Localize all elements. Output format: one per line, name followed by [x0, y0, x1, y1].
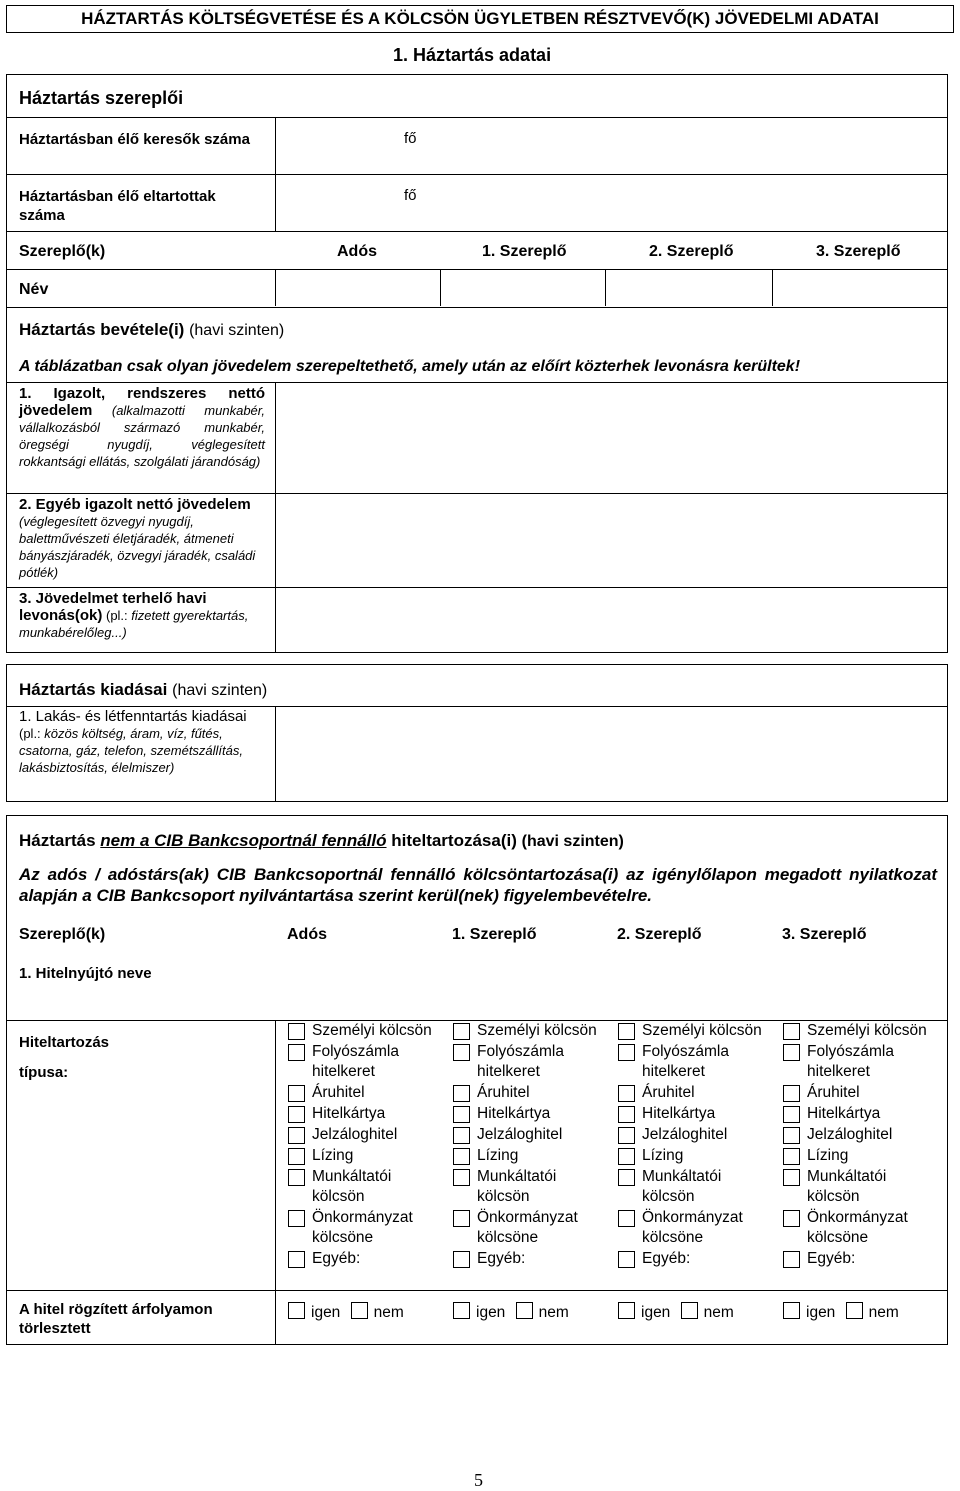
checkbox[interactable]: [618, 1023, 635, 1040]
role-participant-1: 1. Szereplő: [482, 243, 567, 260]
checkbox[interactable]: [783, 1210, 800, 1227]
loan-type-label: Munkáltatói kölcsön: [477, 1168, 557, 1205]
loan-type-option[interactable]: [288, 1167, 448, 1207]
loan-type-option[interactable]: [783, 1104, 943, 1124]
income-item-1-detail: (alkalmazotti munkabér, vállalkozásból származó munkabér, öregségi nyugdíj, véglegesített rokkantsági ellátás, szolgálati járandóság): [19, 403, 265, 469]
income-item-2: [19, 496, 265, 581]
checkbox[interactable]: [288, 1085, 305, 1102]
loan-type-option[interactable]: [783, 1021, 943, 1041]
checkbox[interactable]: [618, 1106, 635, 1123]
expenses-heading-normal: (havi szinten): [172, 682, 268, 699]
no-label: nem: [373, 1304, 404, 1321]
checkbox[interactable]: [288, 1210, 305, 1227]
loan-type-label: Hitelkártya: [312, 1105, 386, 1122]
role-participant-3: 3. Szereplő: [816, 243, 901, 260]
loan-type-label: Áruhitel: [642, 1084, 695, 1101]
loan-type-label: Hitelkártya: [477, 1105, 551, 1122]
yes-checkbox[interactable]: [618, 1302, 635, 1319]
loan-types-participant-1: [453, 1021, 613, 1270]
checkbox[interactable]: [453, 1251, 470, 1268]
checkbox[interactable]: [618, 1210, 635, 1227]
loan-type-label: Jelzáloghitel: [312, 1126, 398, 1143]
no-label: nem: [703, 1304, 734, 1321]
loan-type-label: Lízing: [642, 1147, 684, 1164]
loan-type-label: Egyéb:: [477, 1250, 526, 1267]
income-heading-normal: (havi szinten): [189, 322, 285, 339]
income-item-1: [19, 385, 265, 470]
checkbox[interactable]: [453, 1148, 470, 1165]
checkbox[interactable]: [618, 1251, 635, 1268]
loans-heading: [19, 831, 624, 851]
yes-label: igen: [641, 1304, 671, 1321]
checkbox[interactable]: [618, 1148, 635, 1165]
loan-type-label: Munkáltatói kölcsön: [312, 1168, 392, 1205]
loan-type-option[interactable]: [783, 1249, 943, 1269]
loan-type-option[interactable]: [783, 1042, 943, 1082]
income-item-3: [19, 590, 265, 641]
checkbox[interactable]: [288, 1127, 305, 1144]
loan-type-label: Áruhitel: [312, 1084, 365, 1101]
loans-note: Az adós / adóstárs(ak) CIB Bankcsoportnál fennálló kölcsöntartozása(i) az igénylőlapon megadott nyilatkozat alapján a CIB Bankcsoport nyilvántartása szerint kerül(nek) figyelembevételre.: [19, 865, 937, 905]
loan-type-option[interactable]: [453, 1146, 613, 1166]
loan-type-label: Lízing: [807, 1147, 849, 1164]
checkbox[interactable]: [453, 1106, 470, 1123]
no-checkbox[interactable]: [351, 1302, 368, 1319]
income-note: A táblázatban csak olyan jövedelem szerepeltethető, amely után az előírt közterhek levonásra kerültek!: [19, 358, 801, 375]
checkbox[interactable]: [453, 1023, 470, 1040]
earners-label: Háztartásban élő keresők száma: [19, 131, 250, 148]
loan-type-label: Hitelkártya: [642, 1105, 716, 1122]
loan-type-option[interactable]: [288, 1021, 448, 1041]
no-label: nem: [538, 1304, 569, 1321]
loan-type-option[interactable]: [783, 1125, 943, 1145]
loan-type-label: Egyéb:: [642, 1250, 691, 1267]
expenses-heading-bold: Háztartás kiadásai: [19, 680, 168, 699]
loans-heading-underlined: nem a CIB Bankcsoportnál fennálló: [100, 831, 387, 850]
loan-type-label: Jelzáloghitel: [807, 1126, 893, 1143]
loan-type-option[interactable]: [288, 1125, 448, 1145]
loan-type-label: Lízing: [477, 1147, 519, 1164]
checkbox[interactable]: [453, 1044, 470, 1061]
loan-type-label: Személyi kölcsön: [642, 1022, 762, 1039]
loan-type-option[interactable]: [288, 1104, 448, 1124]
checkbox[interactable]: [783, 1148, 800, 1165]
earners-unit: fő: [404, 130, 417, 147]
loan-type-option[interactable]: [783, 1146, 943, 1166]
fixed-rate-debtor: [288, 1302, 404, 1324]
loan-type-label: Folyószámla hitelkeret: [477, 1043, 564, 1080]
lender-name-label: 1. Hitelnyújtó neve: [19, 965, 152, 982]
income-item-2-title: 2. Egyéb igazolt nettó jövedelem: [19, 496, 251, 513]
checkbox[interactable]: [288, 1106, 305, 1123]
checkbox[interactable]: [618, 1044, 635, 1061]
loan-type-label: Folyószámla hitelkeret: [312, 1043, 399, 1080]
loan-type-option[interactable]: [453, 1125, 613, 1145]
dependents-label: Háztartásban élő eltartottak száma: [19, 188, 216, 224]
loan-type-option[interactable]: [618, 1167, 778, 1207]
loan-type-label: Folyószámla hitelkeret: [807, 1043, 894, 1080]
household-members-label: Háztartás szereplői: [19, 88, 184, 108]
loan-type-option[interactable]: [618, 1021, 778, 1041]
income-item-2-detail: (véglegesített özvegyi nyugdíj, balettművészeti életjáradék, átmeneti bányászjáradék, özvegyi járadék, családi pótlék): [19, 514, 256, 580]
loan-type-option[interactable]: [618, 1249, 778, 1269]
loan-type-option[interactable]: [288, 1249, 448, 1269]
loan-type-label-2: típusa:: [19, 1064, 69, 1081]
checkbox[interactable]: [783, 1127, 800, 1144]
loan-type-label: Önkormányzat kölcsöne: [642, 1209, 743, 1246]
checkbox[interactable]: [783, 1044, 800, 1061]
loan-type-option[interactable]: [618, 1146, 778, 1166]
loan-type-label: Munkáltatói kölcsön: [642, 1168, 722, 1205]
checkbox[interactable]: [783, 1023, 800, 1040]
loan-type-label: Személyi kölcsön: [477, 1022, 597, 1039]
loan-type-option[interactable]: [618, 1208, 778, 1248]
loan-type-label: Munkáltatói kölcsön: [807, 1168, 887, 1205]
loan-type-label: Jelzáloghitel: [642, 1126, 728, 1143]
section1-heading: 1. Háztartás adatai: [393, 45, 552, 65]
loan-type-label: Egyéb:: [807, 1250, 856, 1267]
checkbox[interactable]: [453, 1085, 470, 1102]
loans-role-participant-3: 3. Szereplő: [782, 926, 867, 943]
roles-label: Szereplő(k): [19, 243, 106, 260]
loans-heading-a: Háztartás: [19, 831, 96, 850]
checkbox[interactable]: [783, 1106, 800, 1123]
yes-label: igen: [311, 1304, 341, 1321]
fixed-rate-participant-3: [783, 1302, 899, 1324]
fixed-rate-label: A hitel rögzített árfolyamon törlesztett: [19, 1301, 213, 1337]
expenses-item-1: [19, 708, 259, 776]
loan-type-option[interactable]: [453, 1167, 613, 1207]
checkbox[interactable]: [453, 1127, 470, 1144]
loan-types-participant-2: [618, 1021, 778, 1270]
loan-type-label: Áruhitel: [477, 1084, 530, 1101]
loan-type-option[interactable]: [288, 1146, 448, 1166]
loan-type-label: Egyéb:: [312, 1250, 361, 1267]
form-title: HÁZTARTÁS KÖLTSÉGVETÉSE ÉS A KÖLCSÖN ÜGYLETBEN RÉSZTVEVŐ(K) JÖVEDELMI ADATAI: [81, 9, 879, 28]
income-heading: [19, 320, 284, 340]
checkbox[interactable]: [288, 1044, 305, 1061]
fixed-rate-participant-2: [618, 1302, 734, 1324]
role-debtor: Adós: [337, 243, 377, 260]
yes-checkbox[interactable]: [288, 1302, 305, 1319]
loan-type-option[interactable]: [453, 1249, 613, 1269]
form-title-box: [6, 5, 954, 33]
loan-type-option[interactable]: [453, 1042, 613, 1082]
checkbox[interactable]: [453, 1210, 470, 1227]
page-number: 5: [474, 1470, 483, 1490]
loan-type-option[interactable]: [288, 1208, 448, 1248]
yes-label: igen: [806, 1304, 836, 1321]
loan-type-label: Folyószámla hitelkeret: [642, 1043, 729, 1080]
no-checkbox[interactable]: [516, 1302, 533, 1319]
expenses-item-1-pl: (pl.:: [19, 726, 41, 741]
loan-type-option[interactable]: [618, 1125, 778, 1145]
loan-type-label: Önkormányzat kölcsöne: [477, 1209, 578, 1246]
expenses-item-1-detail: közös költség, áram, víz, fűtés, csatorna, gáz, telefon, szemétszállítás, lakásbiztosítás, élelmiszer): [19, 726, 243, 775]
expenses-item-1-title: 1. Lakás- és létfenntartás kiadásai: [19, 708, 247, 725]
checkbox[interactable]: [783, 1251, 800, 1268]
no-checkbox[interactable]: [846, 1302, 863, 1319]
yes-label: igen: [476, 1304, 506, 1321]
checkbox[interactable]: [618, 1127, 635, 1144]
loan-type-option[interactable]: [783, 1167, 943, 1207]
income-item-3-pl: (pl.:: [105, 608, 128, 623]
expenses-heading: [19, 680, 267, 700]
checkbox[interactable]: [288, 1023, 305, 1040]
loan-type-label: Önkormányzat kölcsöne: [312, 1209, 413, 1246]
loan-type-label: Lízing: [312, 1147, 354, 1164]
yes-checkbox[interactable]: [783, 1302, 800, 1319]
income-item-3-title: 3. Jövedelmet terhelő havi levonás(ok): [19, 590, 207, 624]
role-participant-2: 2. Szereplő: [649, 243, 734, 260]
dependents-unit: fő: [404, 187, 417, 204]
loan-type-option[interactable]: [288, 1083, 448, 1103]
loans-role-participant-2: 2. Szereplő: [617, 926, 702, 943]
loans-role-debtor: Adós: [287, 926, 327, 943]
checkbox[interactable]: [453, 1169, 470, 1186]
checkbox[interactable]: [288, 1169, 305, 1186]
income-item-3-detail: fizetett gyerektartás, munkabérelőleg...): [19, 608, 249, 640]
name-label: Név: [19, 281, 49, 298]
no-label: nem: [868, 1304, 899, 1321]
loan-type-option[interactable]: [453, 1083, 613, 1103]
loan-type-label: Áruhitel: [807, 1084, 860, 1101]
loan-type-option[interactable]: [453, 1208, 613, 1248]
loan-type-option[interactable]: [453, 1104, 613, 1124]
loan-type-label: Hitelkártya: [807, 1105, 881, 1122]
loans-heading-c: (havi szinten): [521, 833, 624, 850]
loan-type-label-1: Hiteltartozás: [19, 1034, 110, 1051]
income-heading-bold: Háztartás bevétele(i): [19, 320, 185, 339]
loan-type-option[interactable]: [783, 1083, 943, 1103]
checkbox[interactable]: [783, 1085, 800, 1102]
loan-type-option[interactable]: [783, 1208, 943, 1248]
checkbox[interactable]: [618, 1169, 635, 1186]
checkbox[interactable]: [288, 1148, 305, 1165]
no-checkbox[interactable]: [681, 1302, 698, 1319]
checkbox[interactable]: [618, 1085, 635, 1102]
checkbox[interactable]: [288, 1251, 305, 1268]
loans-role-participant-1: 1. Szereplő: [452, 926, 537, 943]
loan-type-label: Önkormányzat kölcsöne: [807, 1209, 908, 1246]
loan-type-option[interactable]: [288, 1042, 448, 1082]
loan-type-option[interactable]: [618, 1104, 778, 1124]
loan-types-participant-3: [783, 1021, 943, 1270]
yes-checkbox[interactable]: [453, 1302, 470, 1319]
loan-type-label: Jelzáloghitel: [477, 1126, 563, 1143]
loan-type-option[interactable]: [453, 1021, 613, 1041]
loans-heading-b: hiteltartozása(i): [391, 831, 517, 850]
loan-types-debtor: [288, 1021, 448, 1270]
loans-roles-label: Szereplő(k): [19, 926, 106, 943]
checkbox[interactable]: [783, 1169, 800, 1186]
fixed-rate-participant-1: [453, 1302, 569, 1324]
loan-type-option[interactable]: [618, 1083, 778, 1103]
loan-type-option[interactable]: [618, 1042, 778, 1082]
loan-type-label: Személyi kölcsön: [312, 1022, 432, 1039]
loan-type-label: Személyi kölcsön: [807, 1022, 927, 1039]
income-item-1-title: 1. Igazolt, rendszeres nettó jövedelem: [19, 385, 265, 419]
